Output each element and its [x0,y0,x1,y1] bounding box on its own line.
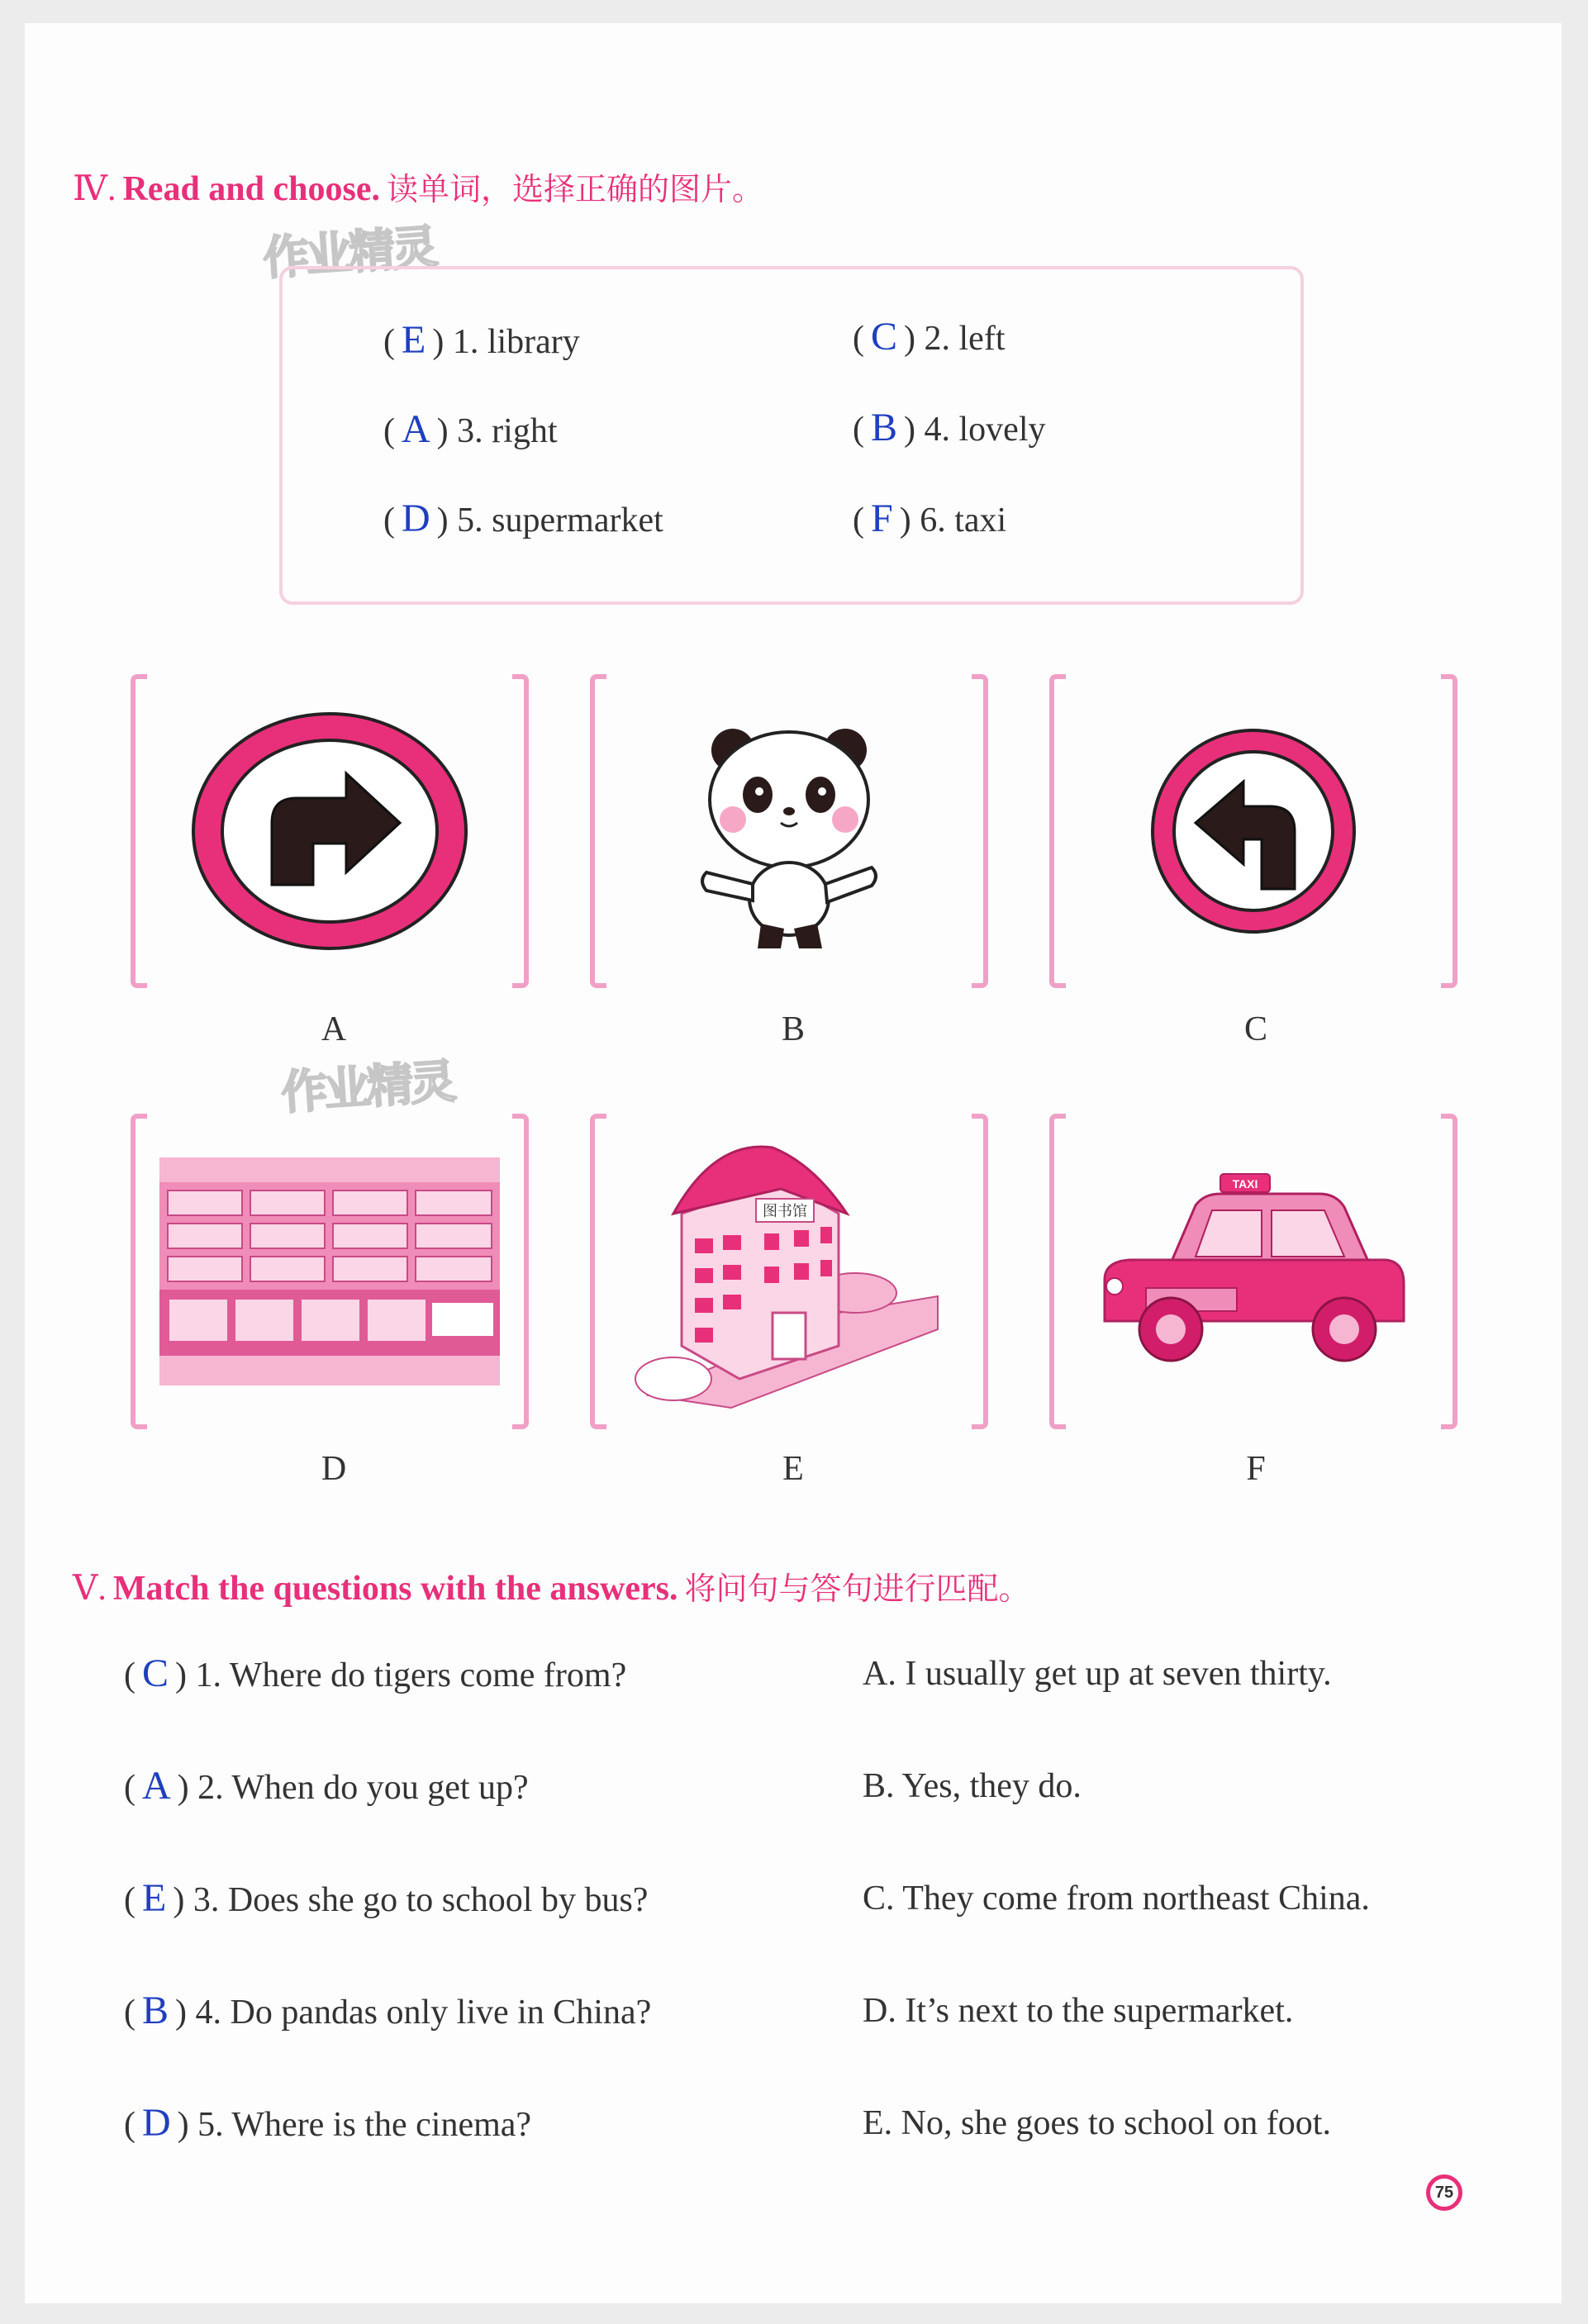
word-item-5: ( D ) 5. supermarket [383,497,663,540]
picture-e-frame [590,1114,988,1429]
answer-mark: D [402,497,430,540]
answer-mark: E [142,1876,167,1920]
question-3: ( E ) 3. Does she go to school by bus? [124,1876,649,1920]
answer-mark: B [142,1989,169,2032]
section4-title-zh: 读单词，选择正确的图片。 [387,171,764,207]
picture-d-frame [131,1114,529,1429]
answer-mark: F [871,497,893,540]
taxi-sign: TAXI [1232,1177,1258,1191]
turn-left-sign-icon [1146,724,1361,939]
turn-right-sign-icon [181,699,478,963]
question-text: 5. Where is the cinema? [197,2106,532,2144]
section4-heading [73,164,763,209]
picture-f-frame [1049,1114,1457,1429]
supermarket-shelves-icon [159,1157,500,1385]
answer-option-d: D. It’s next to the supermarket. [863,1992,1294,2030]
word-text: 5. supermarket [457,501,663,539]
picture-d-label: D [321,1450,347,1488]
question-text: 2. When do you get up? [197,1769,529,1807]
picture-b-label: B [781,1010,805,1048]
answer-mark: C [142,1652,169,1695]
picture-c-label: C [1243,1010,1267,1048]
picture-c-frame [1049,674,1457,988]
question-1: ( C ) 1. Where do tigers come from? [124,1652,627,1695]
question-2: ( A ) 2. When do you get up? [124,1764,529,1808]
word-text: 3. right [457,412,558,450]
word-text: 2. left [924,320,1006,358]
word-item-4: ( B ) 4. lovely [853,406,1046,449]
section5-number: Ⅴ. [73,1570,107,1608]
picture-a-label: A [321,1010,347,1048]
watermark: 作业精灵 [261,220,437,287]
taxi-icon [1096,1164,1410,1379]
word-text: 1. library [452,323,580,361]
word-text: 6. taxi [920,501,1007,539]
section4-title-en: Read and choose. [122,170,381,208]
picture-b-frame [590,674,988,988]
section5-title-en: Match the questions with the answers. [112,1570,678,1608]
word-item-1: ( E ) 1. library [383,318,580,362]
answer-option-e: E. No, she goes to school on foot. [863,2104,1331,2142]
question-5: ( D ) 5. Where is the cinema? [124,2101,532,2145]
answer-mark: A [402,407,430,451]
picture-e-label: E [782,1450,804,1488]
question-4: ( B ) 4. Do pandas only live in China? [124,1989,652,2032]
answer-mark: E [402,318,426,362]
section5-heading [73,1563,1030,1609]
answer-mark: B [871,406,898,449]
picture-a-frame [131,674,529,988]
watermark: 作业精灵 [279,1054,455,1121]
answer-option-a: A. I usually get up at seven thirty. [863,1655,1332,1693]
answer-mark: C [871,315,898,359]
answer-option-c: C. They come from northeast China. [863,1880,1370,1918]
word-item-6: ( F ) 6. taxi [853,497,1007,540]
picture-f-label: F [1246,1450,1266,1488]
section5-title-zh: 将问句与答句进行匹配。 [684,1571,1030,1607]
question-text: 1. Where do tigers come from? [195,1656,627,1694]
page-number: 75 [1426,2174,1462,2211]
panda-icon [682,707,896,955]
answer-option-b: B. Yes, they do. [863,1767,1082,1805]
question-text: 3. Does she go to school by bus? [193,1881,649,1919]
section4-number: Ⅳ. [73,170,116,208]
answer-mark: D [142,2101,171,2145]
word-text: 4. lovely [924,411,1046,449]
library-building-icon [632,1131,946,1412]
answer-mark: A [142,1764,171,1808]
library-sign: 图书馆 [763,1203,807,1220]
question-text: 4. Do pandas only live in China? [195,1994,652,2032]
word-item-2: ( C ) 2. left [853,315,1006,359]
word-item-3: ( A ) 3. right [383,407,558,451]
